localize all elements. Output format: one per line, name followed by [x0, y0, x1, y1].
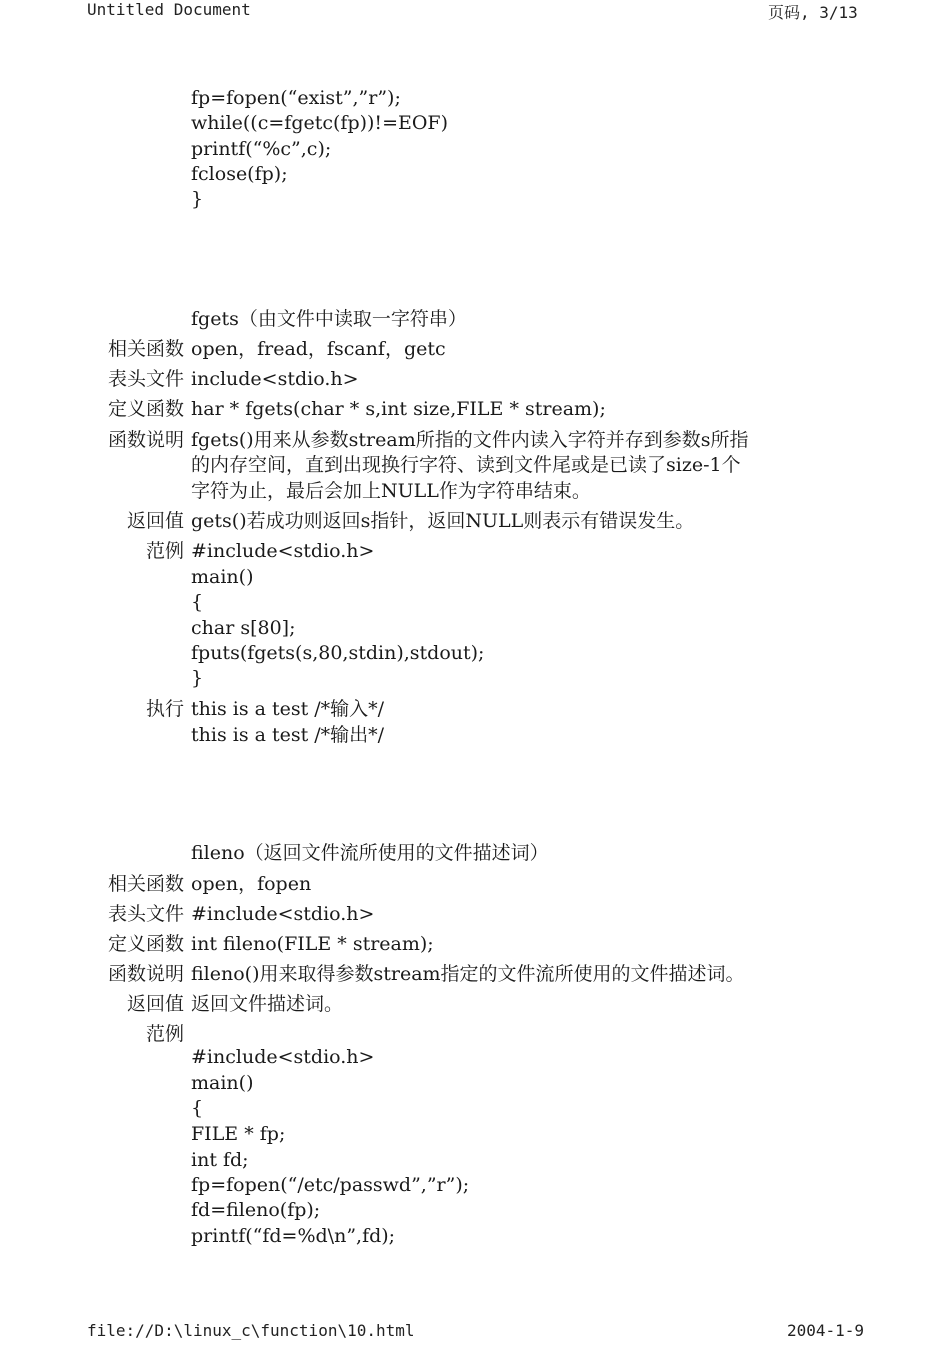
related-label: 相关函数: [107, 873, 184, 895]
example-line: #include<stdio.h>: [191, 540, 375, 562]
example-line: int fd;: [191, 1149, 249, 1171]
header-file-label: 表头文件: [107, 368, 184, 390]
example-line: {: [191, 591, 204, 613]
code-line: fclose(fp);: [191, 163, 288, 185]
header-title: Untitled Document: [87, 0, 251, 19]
example-label: 范例: [145, 1023, 184, 1045]
return-label: 返回值: [126, 510, 184, 532]
header-file: #include<stdio.h>: [191, 903, 375, 925]
example-line: {: [191, 1097, 204, 1119]
header-file-label: 表头文件: [107, 903, 184, 925]
description-label: 函数说明: [107, 963, 184, 985]
return-label: 返回值: [126, 993, 184, 1015]
description-label: 函数说明: [107, 429, 184, 451]
footer-file-path: file://D:\linux_c\function\10.html: [87, 1321, 415, 1340]
definition-label: 定义函数: [107, 398, 184, 420]
example-line: fd=fileno(fp);: [191, 1199, 321, 1221]
fileno-title: fileno（返回文件流所使用的文件描述词）: [191, 842, 549, 864]
definition-label: 定义函数: [107, 933, 184, 955]
footer-date: 2004-1-9: [787, 1321, 865, 1340]
exec-line: this is a test /*输出*/: [191, 724, 385, 746]
code-line: printf(“%c”,c);: [191, 138, 332, 160]
header-file: include<stdio.h>: [191, 368, 359, 390]
example-line: printf(“fd=%d\n”,fd);: [191, 1225, 396, 1247]
example-line: main(): [191, 566, 254, 588]
example-line: }: [191, 667, 204, 689]
example-line: fputs(fgets(s,80,stdin),stdout);: [191, 642, 485, 664]
related-functions: open，fread，fscanf，getc: [191, 338, 446, 360]
code-line: }: [191, 188, 204, 210]
related-functions: open，fopen: [191, 873, 312, 895]
definition: int fileno(FILE * stream);: [191, 933, 434, 955]
description: fileno()用来取得参数stream指定的文件流所使用的文件描述词。: [191, 963, 745, 985]
return-value: 返回文件描述词。: [191, 993, 344, 1015]
example-line: char s[80];: [191, 617, 296, 639]
description-line: 的内存空间，直到出现换行字符、读到文件尾或是已读了size-1个: [191, 454, 741, 476]
example-line: fp=fopen(“/etc/passwd”,”r”);: [191, 1174, 470, 1196]
related-label: 相关函数: [107, 338, 184, 360]
exec-line: this is a test /*输入*/: [191, 698, 385, 720]
description-line: fgets()用来从参数stream所指的文件内读入字符并存到参数s所指: [191, 429, 749, 451]
example-line: #include<stdio.h>: [191, 1046, 375, 1068]
description-line: 字符为止，最后会加上NULL作为字符串结束。: [191, 480, 591, 502]
return-value: gets()若成功则返回s指针，返回NULL则表示有错误发生。: [191, 510, 695, 532]
example-line: main(): [191, 1072, 254, 1094]
code-line: while((c=fgetc(fp))!=EOF): [191, 112, 449, 134]
exec-label: 执行: [145, 698, 184, 720]
example-line: FILE * fp;: [191, 1123, 286, 1145]
definition: har * fgets(char * s,int size,FILE * stream);: [191, 398, 606, 420]
fgets-title: fgets（由文件中读取一字符串）: [191, 308, 467, 330]
example-label: 范例: [145, 540, 184, 562]
code-line: fp=fopen(“exist”,”r”);: [191, 87, 401, 109]
header-page-number: 页码, 3/13: [768, 3, 858, 22]
